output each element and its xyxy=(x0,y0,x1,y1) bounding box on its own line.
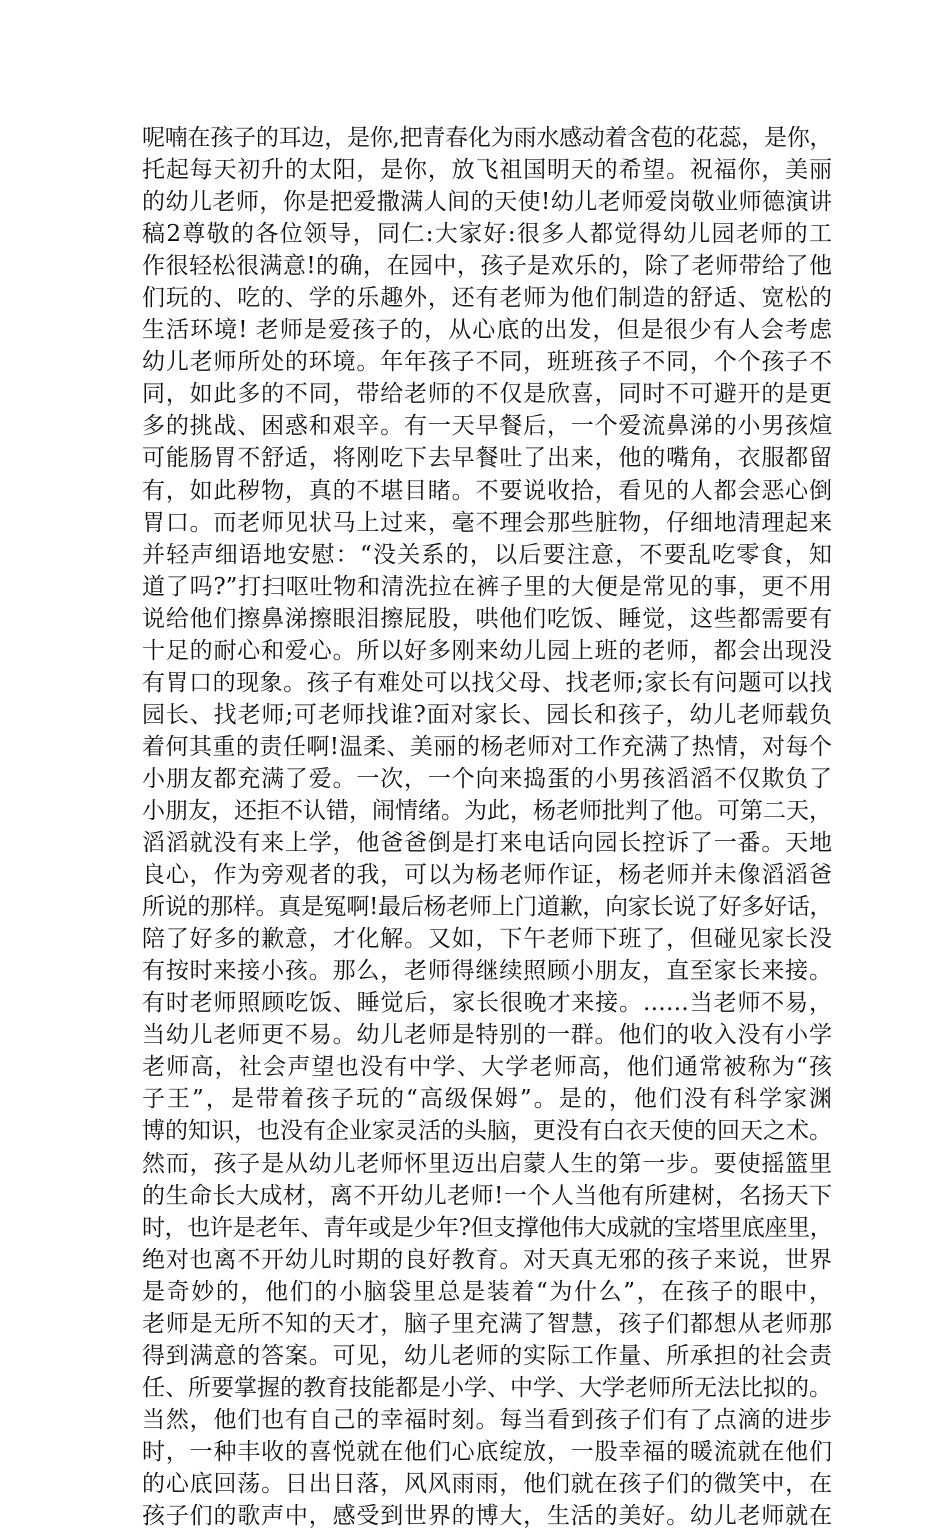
text-line: 胃口。而老师见状马上过来，毫不理会那些脏物，仔细地清理起来 xyxy=(142,509,832,536)
text-line: 有时老师照顾吃饭、睡觉后，家长很晚才来接。……当老师不易， xyxy=(142,990,832,1017)
text-line: 所说的那样。真是冤啊!最后杨老师上门道歉，向家长说了好多好话， xyxy=(142,894,833,921)
text-line: 子王”，是带着孩子玩的“高级保姆”。是的，他们没有科学家渊 xyxy=(142,1086,832,1113)
text-line: 小朋友都充满了爱。一次，一个向来捣蛋的小男孩滔滔不仅欺负了 xyxy=(142,765,832,792)
text-line: 老师是无所不知的天才，脑子里充满了智慧，孩子们都想从老师那 xyxy=(142,1310,832,1337)
text-line: 可能肠胃不舒适，将刚吃下去早餐吐了出来，他的嘴角，衣服都留 xyxy=(142,445,832,472)
text-line: 博的知识，也没有企业家灵活的头脑，更没有白衣天使的回天之术。 xyxy=(142,1118,832,1145)
text-line: 多的挑战、困惑和艰辛。有一天早餐后，一个爱流鼻涕的小男孩煊 xyxy=(142,413,832,440)
text-line: 的生命长大成材，离不开幼儿老师!一个人当他有所建树，名扬天下 xyxy=(142,1182,832,1209)
text-line: 当然，他们也有自己的幸福时刻。每当看到孩子们有了点滴的进步 xyxy=(142,1406,832,1433)
text-line: 托起每天初升的太阳，是你，放飞祖国明天的希望。祝福你，美丽 xyxy=(142,157,832,184)
text-line: 同，如此多的不同，带给老师的不仅是欣喜，同时不可避开的是更 xyxy=(142,381,832,408)
text-line: 们玩的、吃的、学的乐趣外，还有老师为他们制造的舒适、宽松的 xyxy=(142,285,832,312)
text-line: 的幼儿老师，你是把爱撒满人间的天使!幼儿老师爱岗敬业师德演讲 xyxy=(142,189,832,216)
text-line: 有按时来接小孩。那么，老师得继续照顾小朋友，直至家长来接。 xyxy=(142,958,832,985)
text-line: 孩子们的歌声中，感受到世界的博大，生活的美好。幼儿老师就在 xyxy=(142,1503,832,1530)
text-line: 时，一种丰收的喜悦就在他们心底绽放，一股幸福的暖流就在他们 xyxy=(142,1438,832,1465)
text-line: 时，也许是老年、青年或是少年?但支撑他伟大成就的宝塔里底座里， xyxy=(142,1214,833,1241)
text-line: 任、所要掌握的教育技能都是小学、中学、大学老师所无法比拟的。 xyxy=(142,1374,832,1401)
text-line: 陪了好多的歉意，才化解。又如，下午老师下班了，但碰见家长没 xyxy=(142,926,832,953)
body-text xyxy=(142,122,832,1532)
text-line: 并轻声细语地安慰：“没关系的，以后要注意，不要乱吃零食，知 xyxy=(142,541,832,568)
text-line: 园长、找老师;可老师找谁?面对家长、园长和孩子，幼儿老师载负 xyxy=(142,701,832,728)
text-line: 十足的耐心和爱心。所以好多刚来幼儿园上班的老师，都会出现没 xyxy=(142,637,832,664)
text-line: 呢喃在孩子的耳边，是你,把青春化为雨水感动着含苞的花蕊，是你， xyxy=(142,125,833,151)
text-line: 当幼儿老师更不易。幼儿老师是特别的一群。他们的收入没有小学 xyxy=(142,1022,832,1049)
text-line: 良心，作为旁观者的我，可以为杨老师作证，杨老师并未像滔滔爸 xyxy=(142,862,832,889)
text-line: 滔滔就没有来上学，他爸爸倒是打来电话向园长控诉了一番。天地 xyxy=(142,830,832,857)
text-line: 稿2尊敬的各位领导，同仁:大家好:很多人都觉得幼儿园老师的工 xyxy=(142,221,832,248)
text-line: 小朋友，还拒不认错，闹情绪。为此，杨老师批判了他。可第二天， xyxy=(142,797,832,824)
text-line: 有，如此秽物，真的不堪目睹。不要说收拾，看见的人都会恶心倒 xyxy=(142,477,832,504)
text-line: 是奇妙的，他们的小脑袋里总是装着“为什么”，在孩子的眼中， xyxy=(142,1278,832,1305)
text-line: 有胃口的现象。孩子有难处可以找父母、找老师;家长有问题可以找 xyxy=(142,669,832,696)
text-line: 说给他们擦鼻涕擦眼泪擦屁股，哄他们吃饭、睡觉，这些都需要有 xyxy=(142,605,832,632)
text-line: 生活环境! 老师是爱孩子的，从心底的出发，但是很少有人会考虑 xyxy=(142,317,832,344)
text-line: 老师高，社会声望也没有中学、大学老师高，他们通常被称为“孩 xyxy=(142,1054,832,1081)
text-line: 道了吗?”打扫呕吐物和清洗拉在裤子里的大便是常见的事，更不用 xyxy=(142,573,832,600)
text-line: 得到满意的答案。可见，幼儿老师的实际工作量、所承担的社会责 xyxy=(142,1342,832,1369)
text-line: 然而，孩子是从幼儿老师怀里迈出启蒙人生的第一步。要使摇篮里 xyxy=(142,1150,832,1177)
text-line: 着何其重的责任啊!温柔、美丽的杨老师对工作充满了热情，对每个 xyxy=(142,733,832,760)
text-line: 的心底回荡。日出日落，风风雨雨，他们就在孩子们的微笑中，在 xyxy=(142,1470,832,1497)
text-line: 绝对也离不开幼儿时期的良好教育。对天真无邪的孩子来说，世界 xyxy=(142,1246,832,1273)
text-line: 幼儿老师所处的环境。年年孩子不同，班班孩子不同，个个孩子不 xyxy=(142,349,832,376)
text-line: 作很轻松很满意!的确，在园中，孩子是欢乐的，除了老师带给了他 xyxy=(142,253,832,280)
